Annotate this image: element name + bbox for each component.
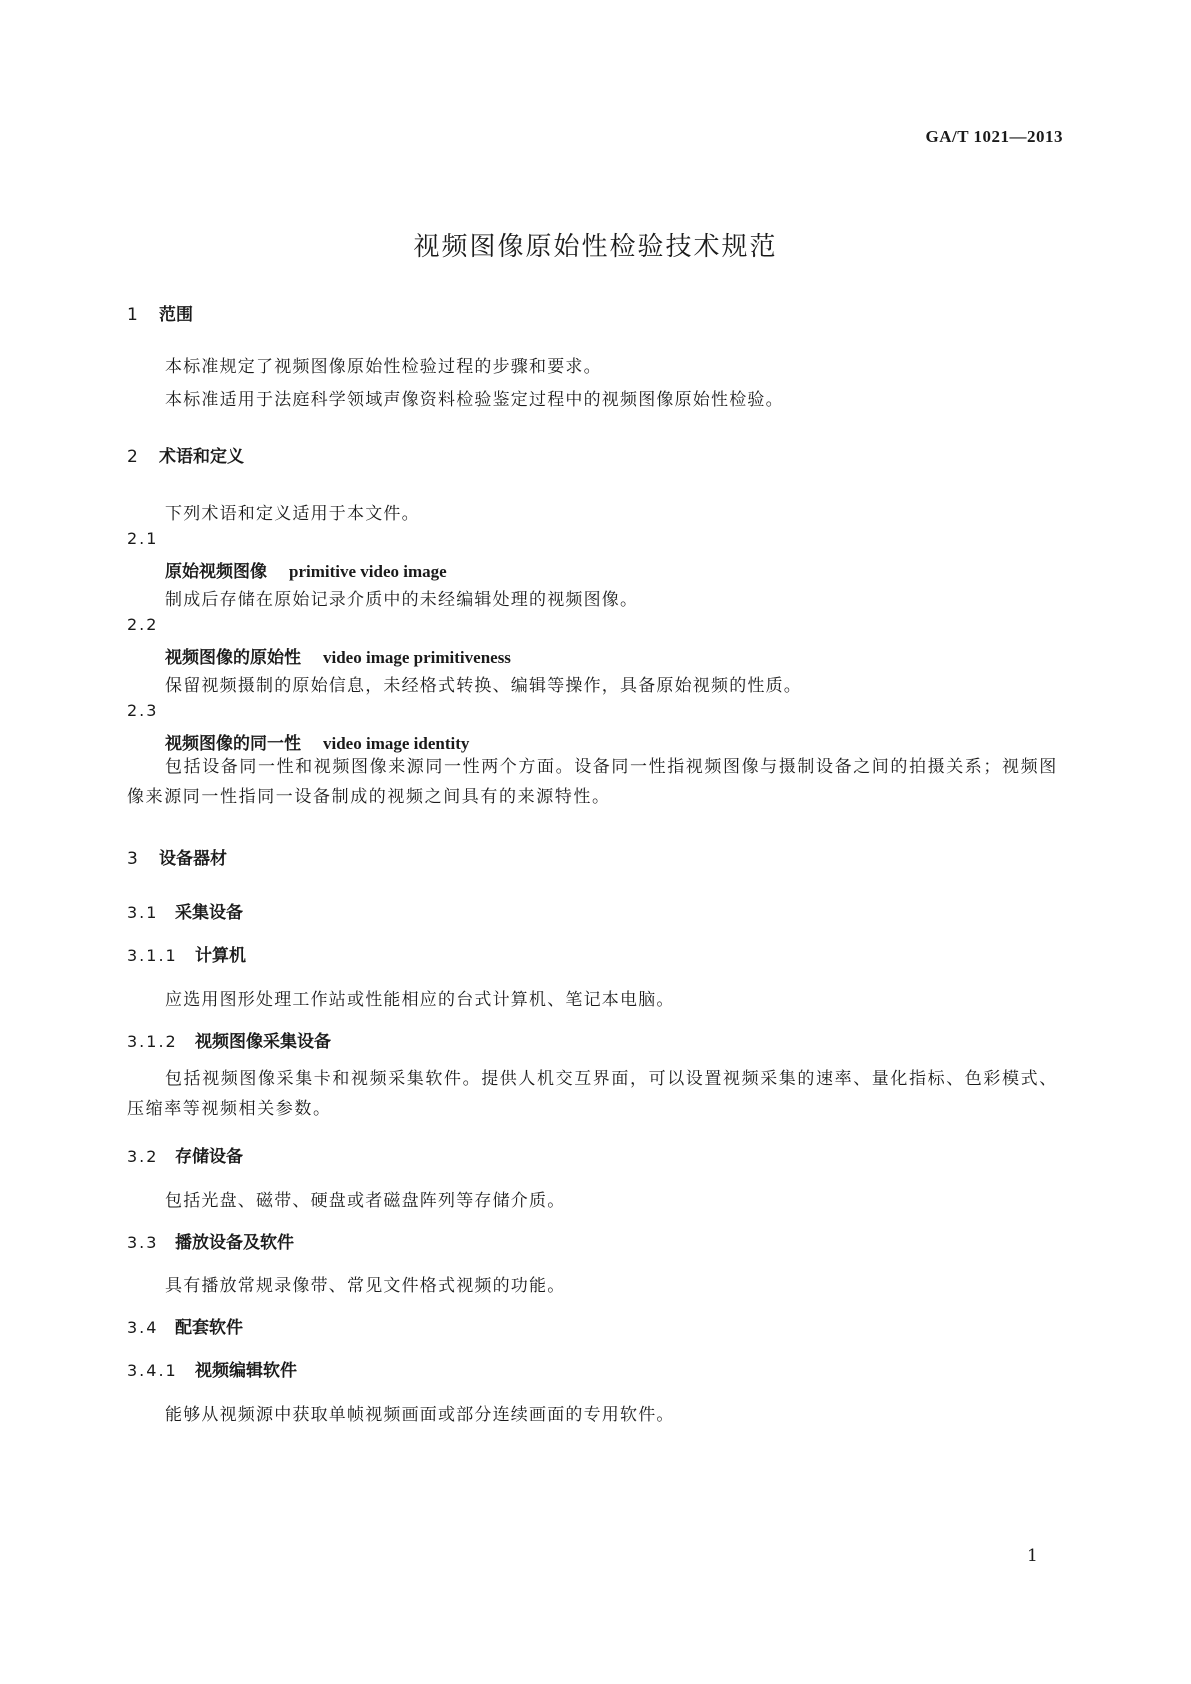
term-number: 2.2	[127, 615, 159, 634]
section-title: 视频编辑软件	[195, 1361, 297, 1381]
section-number: 3.4.1	[127, 1361, 178, 1380]
page-number: 1	[1027, 1546, 1038, 1566]
subsection-3-2-heading	[127, 1142, 243, 1167]
paragraph: 能够从视频源中获取单帧视频画面或部分连续画面的专用软件。	[165, 1405, 675, 1425]
section-title: 设备器材	[159, 849, 227, 869]
term-heading	[165, 557, 447, 582]
term-en: primitive video image	[289, 562, 447, 581]
section-title: 视频图像采集设备	[195, 1032, 331, 1052]
section-number: 3.1	[127, 903, 159, 922]
section-title: 播放设备及软件	[175, 1233, 294, 1253]
section-title: 计算机	[195, 946, 246, 966]
term-number: 2.3	[127, 701, 159, 720]
subsection-3-1-2-heading	[127, 1027, 331, 1052]
section-number: 1	[127, 305, 138, 325]
paragraph: 本标准规定了视频图像原始性检验过程的步骤和要求。	[165, 357, 602, 377]
subsection-3-3-heading	[127, 1228, 294, 1253]
subsection-3-1-heading	[127, 898, 243, 923]
term-cn: 视频图像的原始性	[165, 648, 301, 668]
section-number: 2	[127, 447, 138, 467]
section-title: 术语和定义	[159, 447, 244, 467]
paragraph: 应选用图形处理工作站或性能相应的台式计算机、笔记本电脑。	[165, 990, 675, 1010]
section-number: 3.3	[127, 1233, 159, 1252]
paragraph: 包括光盘、磁带、硬盘或者磁盘阵列等存储介质。	[165, 1191, 566, 1211]
subsection-3-4-heading	[127, 1313, 243, 1338]
section-title: 存储设备	[175, 1147, 243, 1167]
standard-code: GA/T 1021—2013	[925, 127, 1063, 146]
subsection-3-1-1-heading	[127, 941, 246, 966]
term-en: video image primitiveness	[323, 648, 511, 667]
term-heading	[165, 729, 469, 754]
section-title: 采集设备	[175, 903, 243, 923]
term-cn: 视频图像的同一性	[165, 734, 301, 754]
section-number: 3.4	[127, 1318, 159, 1337]
term-definition: 包括设备同一性和视频图像来源同一性两个方面。设备同一性指视频图像与摄制设备之间的拍摄关系；视频图像来源同一性指同一设备制成的视频之间具有的来源特性。	[127, 757, 1058, 807]
section-number: 3.2	[127, 1147, 159, 1166]
section-title: 范围	[159, 305, 193, 325]
paragraph: 具有播放常规录像带、常见文件格式视频的功能。	[165, 1276, 566, 1296]
section-number: 3	[127, 849, 138, 869]
paragraph: 本标准适用于法庭科学领域声像资料检验鉴定过程中的视频图像原始性检验。	[165, 390, 784, 410]
paragraph: 下列术语和定义适用于本文件。	[165, 504, 420, 524]
document-title: 视频图像原始性检验技术规范	[413, 232, 778, 262]
term-en: video image identity	[323, 734, 470, 753]
paragraph: 包括视频图像采集卡和视频采集软件。提供人机交互界面，可以设置视频采集的速率、量化指标、色彩模式、压缩率等视频相关参数。	[127, 1069, 1058, 1119]
term-cn: 原始视频图像	[165, 562, 267, 582]
term-definition: 保留视频摄制的原始信息，未经格式转换、编辑等操作，具备原始视频的性质。	[165, 676, 802, 696]
section-title: 配套软件	[175, 1318, 243, 1338]
section-number: 3.1.2	[127, 1032, 178, 1051]
section-2-heading	[127, 442, 244, 467]
subsection-3-4-1-heading	[127, 1356, 297, 1381]
section-1-heading	[127, 300, 193, 325]
term-definition: 制成后存储在原始记录介质中的未经编辑处理的视频图像。	[165, 590, 639, 610]
section-number: 3.1.1	[127, 946, 178, 965]
section-3-heading	[127, 844, 227, 869]
term-number: 2.1	[127, 529, 159, 548]
term-heading	[165, 643, 511, 668]
